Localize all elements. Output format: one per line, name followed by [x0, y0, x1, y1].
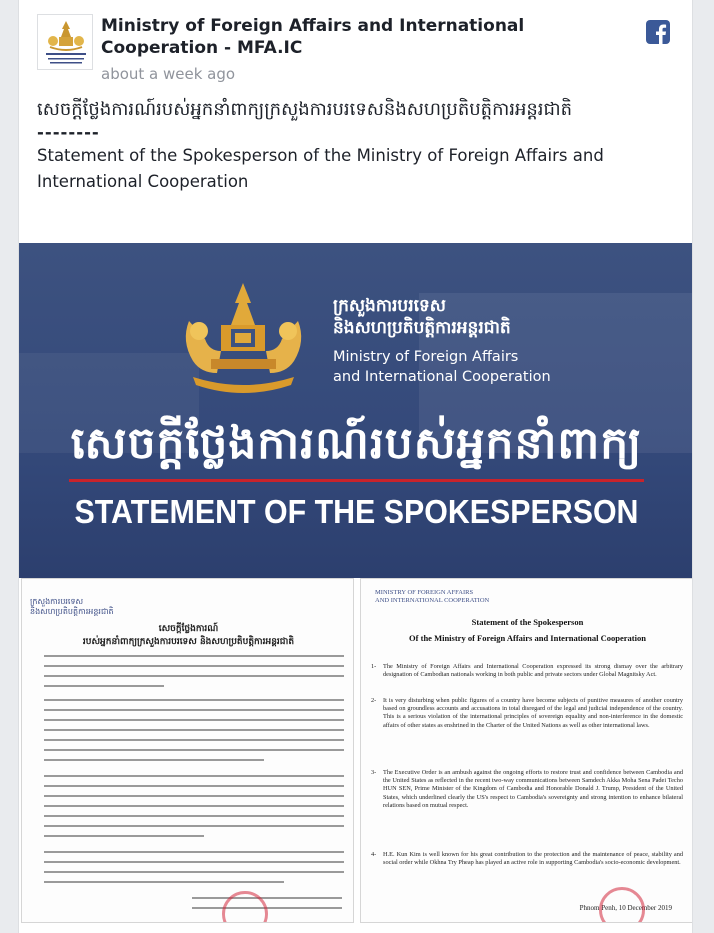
divider-line: [69, 479, 644, 482]
text-line: [44, 871, 344, 873]
text-line: [44, 861, 344, 863]
statement-title-khmer: សេចក្តីថ្លែងការណ៍របស់អ្នកនាំពាក្យ: [70, 418, 643, 469]
facebook-post-card: [18, 0, 693, 933]
text-line: [44, 739, 344, 741]
doc-title: Statement of the Spokesperson: [471, 617, 584, 627]
text-line: [44, 749, 344, 751]
text-line: [44, 805, 344, 807]
doc-paragraph-3: [371, 769, 683, 810]
text-line: [44, 851, 344, 853]
post-message: [37, 96, 677, 195]
doc-paragraph-4: [371, 851, 683, 867]
text-line: [44, 785, 344, 787]
text-line: [44, 685, 164, 687]
text-line: [44, 675, 344, 677]
paragraph-text: The Ministry of Foreign Affairs and International Cooperation expressed its strong dismay over the arbitrary designation of Cambodian nationals working in both public and private sectors under Global Magnitsky Act.: [383, 663, 683, 679]
statement-document-khmer[interactable]: [21, 578, 354, 923]
official-seal: [222, 891, 268, 923]
text-line: [44, 815, 344, 817]
text-line: [44, 759, 264, 761]
statement-document-english[interactable]: [360, 578, 693, 923]
post-text-english: Statement of the Spokesperson of the Ministry of Foreign Affairs and International Cooperation: [37, 146, 604, 191]
paragraph-number: 2-: [371, 697, 377, 704]
text-line: [44, 729, 344, 731]
doc-paragraph-1: [371, 663, 683, 679]
statement-title-english: STATEMENT OF THE SPOKESPERSON: [74, 493, 639, 530]
paragraph-text: The Executive Order is an ambush against the ongoing efforts to restore trust and confidence between Cambodia and the United States as reflected in the recent two-way communications between Samdech Akka Moha Sena Padei Techo HUN SEN, Prime Minister of the Kingdom of Cambodia and Honorable Donald J. Trump, President of the United States, which underlined clearly the US's respect to Cambodia's sovereignty and strong intention to enhance bilateral relations based on mutual respect.: [383, 769, 683, 809]
statement-banner-image[interactable]: [19, 243, 693, 578]
post-header: [19, 0, 692, 92]
text-line: [44, 835, 204, 837]
doc-ministry-header: MINISTRY OF FOREIGN AFFAIRS AND INTERNATIONAL COOPERATION: [375, 589, 490, 604]
doc-place-date: Phnom Penh, 10 December 2019: [579, 904, 672, 912]
text-line: [44, 709, 344, 711]
text-line: [44, 655, 344, 657]
paragraph-number: 1-: [371, 663, 377, 670]
document-images: [19, 578, 693, 933]
official-seal: [599, 887, 645, 923]
doc-paragraph-2: [371, 697, 683, 730]
paragraph-text: It is very disturbing when public figures of a country have become subjects of punitive measures of another country based on groundless accounts and accusations in total disregard of the legal and judicial independence of the country. This is a serious violation of the international principles of sovereign equality and non-interference in the domestic affairs of other states as enshrined in the Charter of the United Nations as well as other international laws.: [383, 697, 683, 729]
text-line: [44, 699, 344, 701]
text-line: [44, 719, 344, 721]
royal-arms-icon: [171, 281, 316, 411]
post-separator: --------: [37, 123, 100, 142]
ministry-name-english: Ministry of Foreign Affairs and International Cooperation: [333, 349, 551, 385]
page-name-link[interactable]: Ministry of Foreign Affairs and International Cooperation - MFA.IC: [101, 16, 525, 58]
post-text-khmer: សេចក្តីថ្លែងការណ៍របស់អ្នកនាំពាក្យក្រសួងការបរទេសនិងសហប្រតិបត្តិការអន្តរជាតិ: [37, 99, 573, 120]
ministry-name-khmer: ក្រសួងការបរទេស និងសហប្រតិបត្តិការអន្តរជាតិ: [333, 296, 511, 338]
text-line: [192, 897, 342, 899]
paragraph-number: 3-: [371, 769, 377, 776]
doc-ministry-header: ក្រសួងការបរទេស និងសហប្រតិបត្តិការអន្តរជាតិ: [30, 597, 114, 616]
paragraph-number: 4-: [371, 851, 377, 858]
paragraph-text: H.E. Kun Kim is well known for his great contribution to the protection and the maintenance of peace, stability and social order while Okhna Try Pheap has played an active role in supporting Cambodia's socio-economic development.: [383, 851, 683, 867]
text-line: [44, 795, 344, 797]
post-timestamp[interactable]: about a week ago: [101, 65, 236, 83]
text-line: [44, 825, 344, 827]
page-avatar[interactable]: [37, 14, 93, 70]
doc-title-khmer: សេចក្តីថ្លែងការណ៍ របស់អ្នកនាំពាក្យក្រសួងការបរទេស និងសហប្រតិបត្តិការអន្តរជាតិ: [82, 624, 295, 647]
text-line: [44, 665, 344, 667]
facebook-icon[interactable]: [646, 20, 670, 44]
cambodia-emblem-icon: [38, 15, 93, 70]
text-line: [44, 775, 344, 777]
doc-subtitle: Of the Ministry of Foreign Affairs and International Cooperation: [409, 633, 646, 643]
text-line: [44, 881, 284, 883]
